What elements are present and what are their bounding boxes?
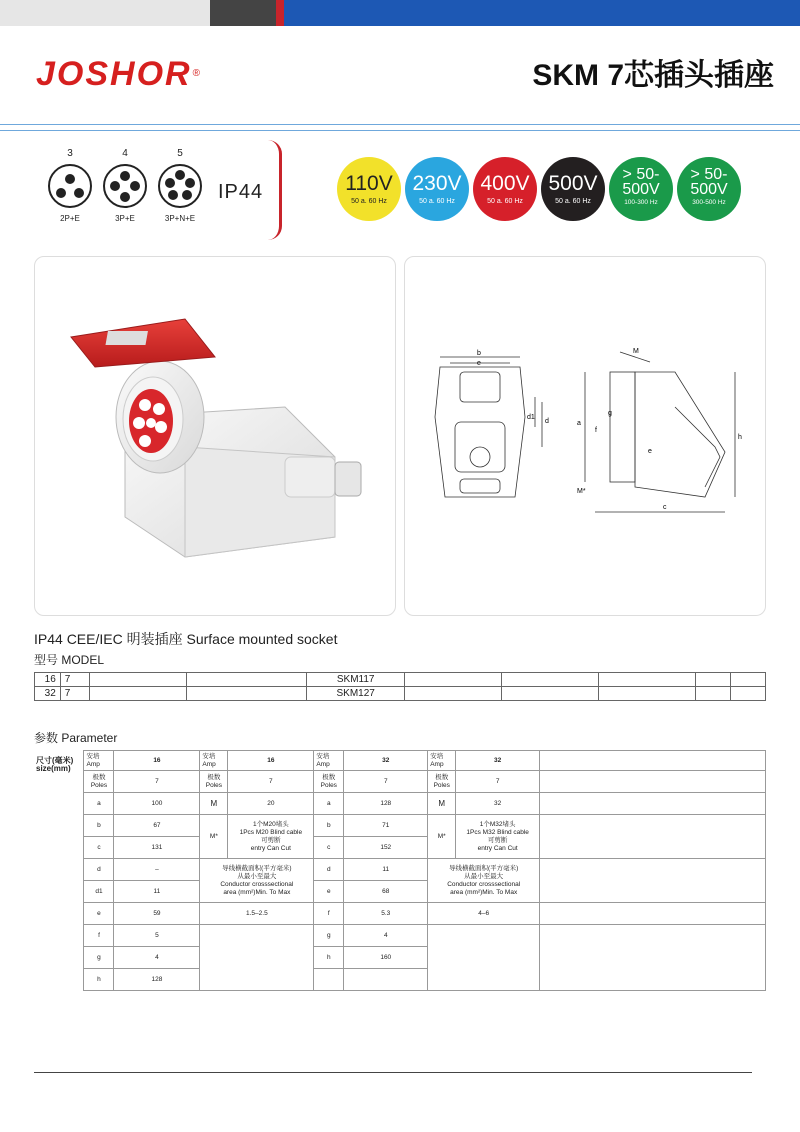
dim-label-g: g [608,410,612,417]
parameter-heading: 参数 Parameter [34,731,118,745]
size-label: 尺寸(毫米) size(mm) [34,751,84,991]
voltage-badge-230: 230V 50 a. 60 Hz [405,157,469,221]
dim-label-e2: e [648,448,652,455]
product-photo-panel [34,256,396,616]
dim-label-c: c [663,504,667,511]
table-row: 32 7 SKM127 [35,687,766,701]
dim-label-d1: d1 [527,414,535,421]
dimension-drawing-panel [404,256,766,616]
dim-label-e: e [477,360,481,367]
model-heading: 型号 MODEL [34,653,105,667]
brand-logo: JOSHOR® [36,55,202,93]
bracket-divider [268,140,282,240]
voltage-badge-400: 400V 50 a. 60 Hz [473,157,537,221]
technical-drawing [405,257,765,615]
voltage-badge-hf-1: > 50- 500V 100-300 Hz [609,157,673,221]
ip-rating: IP44 [218,181,264,203]
voltage-badge-110: 110V 50 a. 60 Hz [337,157,401,221]
parameter-table: 尺寸(毫米) size(mm) 安培 Amp 16 安培 Amp 16 安培 Amp 32 安培 Amp 32 极数 Poles 7 极数 Poles 7 极数 Poles 7 极数 Poles 7 a 100 M 20 a 128 M 32 b 67 M* 1个M20堵头 1Pcs M20 Blind cable 可剪断 entry Can Cut b 71 M* 1个M32堵头 1Pcs M32 Blind cable 可剪断 entry Can Cut c 131 c 152 d – 导线横截面积(平方毫米) 从最小至最大 Conductor crosssectional area (mm²)Min. To Max d 11 导线横截面积(平方毫米) 从最小至最大 Conductor crosssectional area (mm²)Min. To Max d1 11 e 68 e 59 1.5–2.5 f 5.3 4–6 f 5 g 4 g 4 h 160 h 128 [34,750,766,991]
socket-5pin-icon [158,164,202,208]
socket-3pin-icon [48,164,92,208]
pin-config-5: 5 3P+N+E [150,148,210,224]
voltage-badge-hf-2: > 50- 500V 300-500 Hz [677,157,741,221]
product-image [35,257,395,615]
dim-label-h: h [738,434,742,441]
dim-label-mstar: M* [577,488,586,495]
table-row: 16 7 SKM117 [35,673,766,687]
header-divider-2 [0,130,800,131]
socket-4pin-icon [103,164,147,208]
dim-label-a: a [577,420,581,427]
model-table [34,672,766,701]
dim-label-b: b [477,350,481,357]
pin-config-4: 4 3P+E [95,148,155,224]
section-title: IP44 CEE/IEC 明装插座 Surface mounted socket [34,631,338,647]
header-divider [0,124,800,125]
footer-rule [34,1072,752,1073]
page-title: SKM 7芯插头插座 [532,59,774,92]
pin-config-3: 3 2P+E [40,148,100,224]
top-color-stripe [0,0,800,26]
dim-label-M: M [633,348,639,355]
dim-label-f: f [595,427,597,434]
dim-label-d: d [545,418,549,425]
voltage-badge-500: 500V 50 a. 60 Hz [541,157,605,221]
